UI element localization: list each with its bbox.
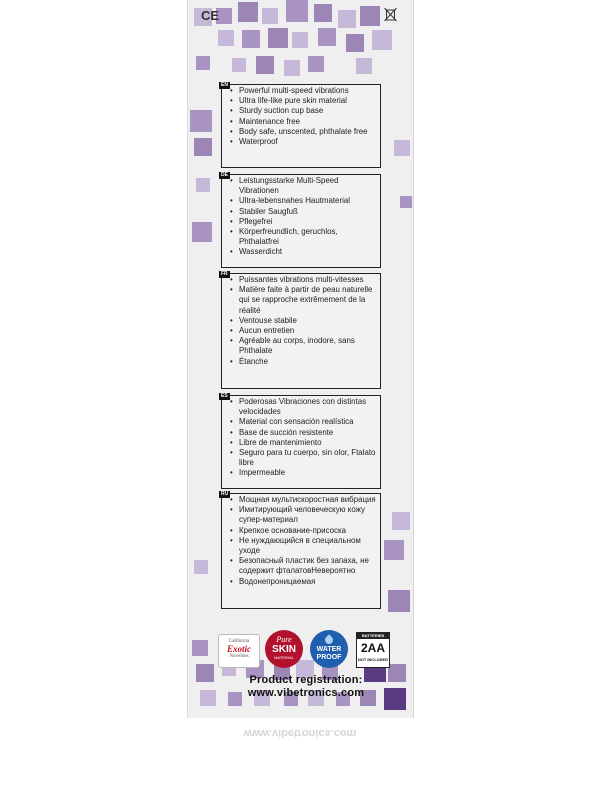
feature-item: • Ultra-lebensnahes Hautmaterial [230, 196, 376, 206]
feature-item: • Agréable au corps, inodore, sans Phthalate [230, 336, 376, 356]
registration-url[interactable]: www.vibetronics.com [247, 687, 365, 699]
feature-item: • Libre de mantenimiento [230, 438, 376, 448]
batteries-badge: BATTERIES 2AA NOT INCLUDED [356, 632, 390, 668]
lang-box-fr [221, 273, 381, 389]
feature-item: • Крепкое основание-присоска [230, 526, 376, 536]
feature-item: • Мощная мультискоростная вибрация [230, 495, 376, 505]
calexotics-logo: California Exotic Novelties [218, 634, 260, 668]
feature-item: • Base de succión resistente [230, 428, 376, 438]
feature-item: • Puissantes vibrations multi-vitesses [230, 275, 376, 285]
reflection-text: www.vibetronics.com [243, 727, 357, 739]
feature-item: • Ventouse stabile [230, 316, 376, 326]
lang-tag: FR [221, 271, 228, 277]
feature-item: • Impermeable [230, 468, 376, 478]
lang-tag: DE [221, 172, 228, 178]
feature-item: • Aucun entretien [230, 326, 376, 336]
lang-box-es [221, 395, 381, 489]
feature-item: • Poderosas Vibraciones con distintas velocidades [230, 397, 376, 417]
feature-item: • Pflegefrei [230, 217, 376, 227]
feature-item: • Powerful multi-speed vibrations [230, 86, 376, 96]
feature-item: • Étanche [230, 357, 376, 367]
lang-box-en [221, 84, 381, 168]
weee-bin-icon [384, 7, 397, 22]
feature-item: • Не нуждающийся в специальном уходе [230, 536, 376, 556]
feature-item: • Body safe, unscented, phthalate free [230, 127, 376, 137]
feature-item: • Stabiler Saugfuß [230, 207, 376, 217]
feature-item: • Körperfreundlich, geruchlos, Phthalatfrei [230, 227, 376, 247]
feature-item: • Matière faite à partir de peau naturelle qui se rapproche extrêmement de la réalité [230, 285, 376, 316]
lang-box-de [221, 174, 381, 268]
feature-item: • Seguro para tu cuerpo, sin olor, Ftalato libre [230, 448, 376, 468]
feature-item: • Имитирующий человеческую кожу супер-материал [230, 505, 376, 525]
logo-row [210, 628, 400, 672]
feature-item: • Безопасный пластик без запаха, не содержит фталатовНевероятно [230, 556, 376, 576]
feature-item: • Водонепроницаемая [230, 577, 376, 587]
lang-tag: ES [221, 393, 228, 399]
lang-box-ru [221, 493, 381, 609]
water-drop-icon [323, 634, 334, 645]
feature-item: • Wasserdicht [230, 247, 376, 257]
feature-item: • Material con sensación realística [230, 417, 376, 427]
feature-item: • Ultra life-like pure skin material [230, 96, 376, 106]
waterproof-logo: WATER PROOF [310, 630, 348, 668]
feature-item: • Waterproof [230, 137, 376, 147]
feature-item: • Leistungsstarke Multi-Speed Vibrationen [230, 176, 376, 196]
feature-item: • Maintenance free [230, 117, 376, 127]
ce-mark: CE [201, 8, 220, 23]
lang-tag: EN [221, 82, 228, 88]
lang-tag: RU [221, 491, 229, 497]
product-registration: Product registration: www.vibetronics.com [211, 674, 401, 700]
feature-item: • Sturdy suction cup base [230, 106, 376, 116]
pureskin-logo: Pure SKIN MATERIAL [265, 630, 303, 668]
